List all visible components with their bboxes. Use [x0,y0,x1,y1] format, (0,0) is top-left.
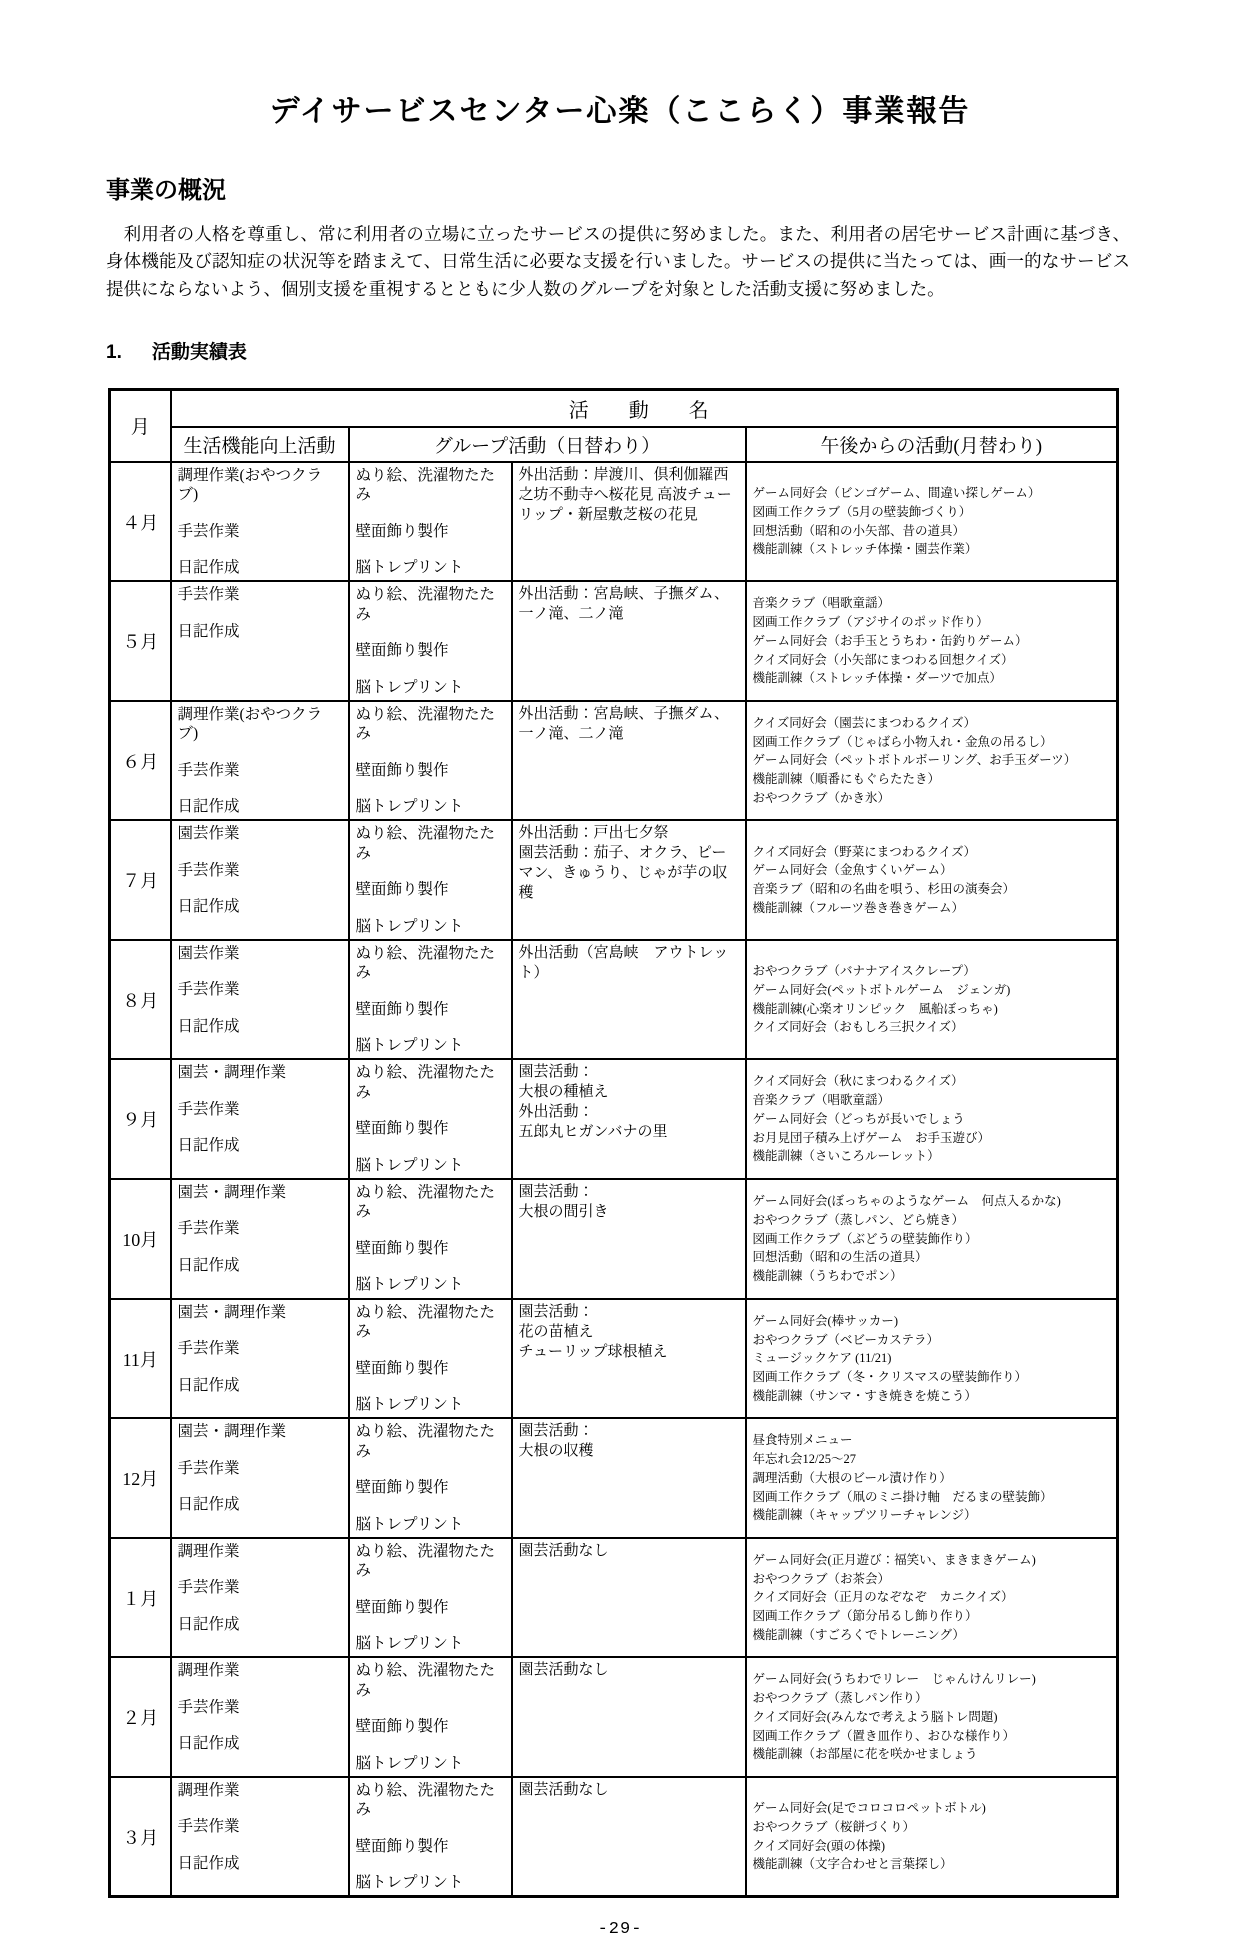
group-daily-cell-line: ぬり絵、洗濯物たたみ [355,1423,496,1460]
group-daily-cell-line: 壁面飾り製作 [355,1120,449,1138]
afternoon-cell-line: ゲーム同好会(ペットボトルゲーム ジェンガ) [752,982,1011,997]
month-cell: 11月 [110,1299,171,1419]
afternoon-cell-line: 昼食特別メニュー [752,1433,853,1448]
afternoon-cell-line: 機能訓練（サンマ・すき焼きを焼こう） [752,1388,977,1403]
group-event-cell-line: 園芸活動なし [518,1662,609,1679]
afternoon-cell-line: クイズ同好会（秋にまつわるクイズ） [752,1074,964,1089]
group-daily-cell [349,940,512,1060]
activity-row-２月 [110,1657,1118,1777]
group-daily-cell-line: ぬり絵、洗濯物たたみ [355,1781,496,1819]
group-event-cell-line: 五郎丸ヒガンバナの里 [518,1124,668,1141]
group-daily-cell-line: 壁面飾り製作 [355,642,449,660]
life-function-cell-line: 調理作業 [177,1662,240,1680]
group-event-cell-line: 園芸活動： [518,1303,594,1320]
group-daily-cell [349,1299,512,1419]
afternoon-cell-line: 機能訓練（うちわでポン） [752,1269,903,1284]
afternoon-cell [746,1299,1118,1419]
afternoon-cell-line: おやつクラブ（お茶会） [752,1571,891,1586]
group-event-cell-line: 園芸活動： [518,1183,594,1200]
group-daily-cell-line: 脳トレプリント [355,559,464,577]
afternoon-cell-line: ゲーム同好会(うちわでリレー じゃんけんリレー) [752,1672,1036,1687]
afternoon-cell-line: お月見団子積み上げゲーム お手玉遊び） [752,1130,991,1145]
life-function-cell-line: 手芸作業 [177,861,240,879]
activity-table [108,388,1119,1899]
afternoon-cell [746,1777,1118,1897]
life-function-cell-line: 日記作成 [177,1017,240,1035]
afternoon-cell-line: 回想活動（昭和の生活の道具） [752,1250,928,1265]
header-life-function: 生活機能向上活動 [171,427,349,462]
life-function-cell-line: 日記作成 [177,1256,240,1274]
life-function-cell-line: 園芸作業 [177,825,240,843]
afternoon-cell [746,581,1118,701]
afternoon-cell-line: 機能訓練（順番にもぐらたたき） [752,772,941,787]
life-function-cell-line: 日記作成 [177,898,240,916]
afternoon-cell-line: ゲーム同好会（ビンゴゲーム、間違い探しゲーム） [752,486,1041,501]
document-title: デイサービスセンター心楽（ここらく）事業報告 [269,95,971,128]
group-daily-cell-line: ぬり絵、洗濯物たたみ [355,1064,496,1101]
group-daily-cell-line: 壁面飾り製作 [355,761,449,779]
life-function-cell [171,581,349,701]
life-function-cell [171,1657,349,1777]
group-daily-cell [349,1179,512,1299]
afternoon-cell-line: クイズ同好会（園芸にまつわるクイズ） [752,715,977,730]
group-daily-cell [349,1538,512,1658]
group-daily-cell-line: 脳トレプリント [355,1156,464,1174]
life-function-cell [171,1777,349,1897]
group-daily-cell-line: 壁面飾り製作 [355,1359,449,1377]
afternoon-cell-line: おやつクラブ（かき氷） [752,790,891,805]
header-group-activity: グループ活動（日替わり） [349,427,746,462]
afternoon-cell [746,1059,1118,1179]
afternoon-cell-line: おやつクラブ（蒸しパン作り） [752,1691,928,1706]
afternoon-cell-line: 図画工作クラブ（冬・クリスマスの壁装飾作り） [752,1370,1028,1385]
activity-row-８月 [110,940,1118,1060]
group-daily-cell-line: 壁面飾り製作 [355,881,449,899]
month-cell: ４月 [110,462,171,582]
activity-row-１月 [110,1538,1118,1658]
group-event-cell [512,1418,746,1538]
life-function-cell-line: 手芸作業 [177,1459,240,1477]
group-event-cell-line: 外出活動（宮島峡 アウトレット） [518,944,729,981]
group-event-cell [512,820,746,940]
header-afternoon: 午後からの活動(月替わり) [746,427,1118,462]
afternoon-cell-line: ゲーム同好会（金魚すくいゲーム） [752,863,953,878]
afternoon-cell-line: ミュージックケア (11/21) [752,1351,892,1366]
life-function-cell-line: 調理作業 [177,1781,240,1799]
afternoon-cell-line: 機能訓練（さいころルーレット） [752,1149,940,1164]
month-cell: ５月 [110,581,171,701]
group-event-cell [512,462,746,582]
group-event-cell-line: 園芸活動なし [518,1781,609,1798]
group-daily-cell-line: 壁面飾り製作 [355,522,449,540]
group-event-cell-line: チューリップ球根植え [518,1343,668,1360]
afternoon-cell-line: 機能訓練（すごろくでトレーニング） [752,1627,965,1642]
page-number: -29- [597,1920,643,1939]
life-function-cell-line: 日記作成 [177,622,240,640]
afternoon-cell-line: 機能訓練（キャップツリーチャレンジ） [752,1508,977,1523]
header-row-sub [110,427,1118,462]
group-event-cell [512,701,746,821]
activity-row-11月 [110,1299,1118,1419]
group-event-cell-line: 園芸活動： [518,1423,594,1440]
group-daily-cell-line: ぬり絵、洗濯物たたみ [355,1303,496,1341]
group-event-cell [512,940,746,1060]
group-daily-cell-line: ぬり絵、洗濯物たたみ [355,1662,496,1699]
group-daily-cell-line: 壁面飾り製作 [355,1239,449,1257]
group-daily-cell [349,462,512,582]
afternoon-cell [746,701,1118,821]
afternoon-cell [746,462,1118,582]
afternoon-cell-line: 調理活動（大根のビール漬け作り） [752,1470,952,1485]
afternoon-cell-line: 図画工作クラブ（節分吊るし飾り作り） [752,1609,978,1624]
document-page [0,86,1240,1939]
afternoon-cell-line: 機能訓練（ストレッチ体操・ダーツで加点） [752,671,1002,686]
afternoon-cell-line: クイズ同好会（野菜にまつわるクイズ） [752,844,977,859]
group-daily-cell-line: ぬり絵、洗濯物たたみ [355,705,496,743]
life-function-cell-line: 日記作成 [177,559,240,577]
group-daily-cell [349,581,512,701]
afternoon-cell [746,940,1118,1060]
afternoon-cell-line: ゲーム同好会(棒サッカー) [752,1313,899,1328]
month-cell: 10月 [110,1179,171,1299]
life-function-cell-line: 園芸・調理作業 [177,1064,287,1082]
afternoon-cell-line: 回想活動（昭和の小矢部、昔の道具） [752,523,966,538]
group-event-cell [512,1059,746,1179]
group-daily-cell-line: 壁面飾り製作 [355,1837,449,1855]
header-month: 月 [110,389,171,462]
header-activity-name: 活 動 名 [171,389,1118,427]
life-function-cell [171,462,349,582]
group-daily-cell-line: ぬり絵、洗濯物たたみ [355,1183,496,1221]
life-function-cell-line: 手芸作業 [177,1698,240,1716]
section-title: 活動実績表 [151,341,247,363]
group-event-cell-line: 大根の間引き [518,1203,609,1220]
month-cell: ３月 [110,1777,171,1897]
life-function-cell-line: 日記作成 [177,1496,240,1514]
afternoon-cell-line: クイズ同好会(みんなで考えよう脳トレ問題) [752,1709,998,1724]
activity-row-６月 [110,701,1118,821]
life-function-cell-line: 園芸・調理作業 [177,1303,287,1321]
life-function-cell [171,1179,349,1299]
group-daily-cell-line: 脳トレプリント [355,1754,464,1772]
afternoon-cell-line: クイズ同好会(頭の体操) [752,1838,886,1853]
group-daily-cell-line: 壁面飾り製作 [355,1718,449,1736]
life-function-cell-line: 調理作業(おやつクラブ) [177,705,323,743]
group-event-cell-line: 大根の収穫 [518,1443,594,1460]
afternoon-cell-line: おやつクラブ（蒸しパン、どら焼き） [752,1212,965,1227]
month-cell: ９月 [110,1059,171,1179]
month-cell: ７月 [110,820,171,940]
life-function-cell-line: 日記作成 [177,1376,240,1394]
group-daily-cell-line: 脳トレプリント [355,798,464,816]
group-daily-cell [349,820,512,940]
group-event-cell-line: 園芸活動なし [518,1542,609,1559]
life-function-cell-line: 日記作成 [177,1615,240,1633]
activity-row-12月 [110,1418,1118,1538]
life-function-cell [171,820,349,940]
month-cell: ２月 [110,1657,171,1777]
group-daily-cell-line: 壁面飾り製作 [355,1598,449,1616]
life-function-cell [171,1299,349,1419]
afternoon-cell-line: ゲーム同好会(正月遊び：福笑い、まきまきゲーム) [752,1552,1036,1567]
group-daily-cell-line: 脳トレプリント [355,678,464,696]
group-daily-cell [349,1777,512,1897]
life-function-cell-line: 園芸・調理作業 [177,1183,287,1201]
life-function-cell-line: 調理作業 [177,1542,240,1560]
group-daily-cell-line: ぬり絵、洗濯物たたみ [355,586,496,623]
overview-heading: 事業の概況 [106,177,226,204]
afternoon-cell-line: 年忘れ会12/25～27 [752,1452,856,1467]
life-function-cell-line: 日記作成 [177,1854,240,1872]
life-function-cell-line: 手芸作業 [177,586,240,604]
header-row-top [110,389,1118,427]
life-function-cell-line: 日記作成 [177,1735,240,1753]
group-daily-cell-line: 脳トレプリント [355,1396,464,1414]
group-daily-cell-line: 脳トレプリント [355,1874,464,1892]
overview-paragraph: 利用者の人格を尊重し、常に利用者の立場に立ったサービスの提供に努めました。また、利用者の居宅サービス計画に基づき、身体機能及び認知症の状況等を踏まえて、日常生活に必要な支援を行いました。サービスの提供に当たっては、画一的なサービス提供にならないよう、個別支援を重視するとともに少人数のグループを対象とした活動支援に努めました。 [106,224,1130,299]
activity-row-５月 [110,581,1118,701]
group-event-cell [512,1299,746,1419]
life-function-cell [171,1418,349,1538]
group-daily-cell [349,1059,512,1179]
group-daily-cell [349,1418,512,1538]
group-daily-cell [349,701,512,821]
activity-row-７月 [110,820,1118,940]
life-function-cell [171,701,349,821]
activity-row-４月 [110,462,1118,582]
life-function-cell [171,940,349,1060]
group-event-cell [512,1538,746,1658]
afternoon-cell-line: クイズ同好会（正月のなぞなぞ カニクイズ） [752,1590,1014,1605]
life-function-cell-line: 手芸作業 [177,1220,240,1238]
life-function-cell-line: 日記作成 [177,798,240,816]
afternoon-cell-line: 図画工作クラブ（5月の壁装飾づくり） [752,504,972,519]
activity-row-９月 [110,1059,1118,1179]
group-event-cell-line: 外出活動：岸渡川、倶利伽羅西之坊不動寺へ桜花見 高波チューリップ・新屋敷芝桜の花見 [518,466,732,523]
life-function-cell-line: 手芸作業 [177,1818,240,1836]
month-cell: ８月 [110,940,171,1060]
afternoon-cell-line: 機能訓練(心楽オリンピック 風船ぼっちゃ) [752,1001,998,1016]
afternoon-cell-line: おやつクラブ（桜餅づくり） [752,1819,916,1834]
group-event-cell-line: 外出活動：宮島峡、子撫ダム、一ノ滝、二ノ滝 [518,705,729,742]
life-function-cell-line: 園芸・調理作業 [177,1423,287,1441]
afternoon-cell-line: ゲーム同好会（お手玉とうちわ・缶釣りゲーム） [752,633,1028,648]
group-event-cell [512,581,746,701]
afternoon-cell-line: 図画工作クラブ（じゃばら小物入れ・金魚の吊るし） [752,734,1053,749]
group-event-cell [512,1657,746,1777]
afternoon-cell-line: 機能訓練（お部屋に花を咲かせましょう [752,1747,978,1762]
month-cell: １月 [110,1538,171,1658]
life-function-cell-line: 手芸作業 [177,522,240,540]
afternoon-cell-line: ゲーム同好会（どっちが長いでしょう [752,1111,965,1126]
group-daily-cell-line: 脳トレプリント [355,1276,464,1294]
afternoon-cell [746,1657,1118,1777]
afternoon-cell [746,1418,1118,1538]
life-function-cell-line: 調理作業(おやつクラブ) [177,466,323,504]
afternoon-cell-line: 機能訓練（ストレッチ体操・園芸作業） [752,542,978,557]
life-function-cell-line: 園芸作業 [177,944,240,962]
group-daily-cell-line: 壁面飾り製作 [355,1479,449,1497]
activity-row-10月 [110,1179,1118,1299]
afternoon-cell-line: 図画工作クラブ（アジサイのポッド作り） [752,615,989,630]
group-daily-cell-line: 脳トレプリント [355,1515,464,1533]
afternoon-cell-line: ゲーム同好会(足でコロコロペットボトル) [752,1801,986,1816]
group-event-cell-line: 外出活動：戸出七夕祭 [518,825,669,842]
life-function-cell-line: 手芸作業 [177,981,240,999]
section-number: 1. [106,341,122,363]
group-daily-cell-line: 脳トレプリント [355,1635,464,1653]
life-function-cell-line: 手芸作業 [177,1100,240,1118]
group-event-cell-line: 外出活動： [518,1104,594,1121]
group-event-cell [512,1777,746,1897]
group-daily-cell-line: ぬり絵、洗濯物たたみ [355,944,496,982]
life-function-cell-line: 手芸作業 [177,761,240,779]
activity-row-３月 [110,1777,1118,1897]
afternoon-cell-line: 音楽クラブ（唱歌童謡） [752,1093,891,1108]
afternoon-cell-line: ゲーム同好会（ペットボトルボーリング、お手玉ダーツ） [752,753,1077,768]
afternoon-cell-line: おやつクラブ（バナナアイスクレープ） [752,964,976,979]
life-function-cell-line: 日記作成 [177,1137,240,1155]
group-event-cell-line: 大根の種植え [518,1084,609,1101]
group-daily-cell-line: ぬり絵、洗濯物たたみ [355,466,496,504]
group-event-cell-line: 園芸活動： [518,1064,594,1081]
life-function-cell [171,1059,349,1179]
afternoon-cell-line: 機能訓練（フルーツ巻き巻きゲーム） [752,900,965,915]
group-event-cell [512,1179,746,1299]
afternoon-cell-line: ゲーム同好会(ぼっちゃのようなゲーム 何点入るかな) [752,1194,1061,1209]
life-function-cell-line: 手芸作業 [177,1340,240,1358]
group-daily-cell-line: ぬり絵、洗濯物たたみ [355,825,496,862]
life-function-cell-line: 手芸作業 [177,1579,240,1597]
afternoon-cell-line: クイズ同好会（小矢部にまつわる回想クイズ） [752,652,1014,667]
afternoon-cell-line: クイズ同好会（おもしろ三択クイズ） [752,1020,964,1035]
month-cell: ６月 [110,701,171,821]
afternoon-cell-line: 音楽ラブ（昭和の名曲を唄う、杉田の演奏会） [752,882,1016,897]
group-daily-cell [349,1657,512,1777]
group-daily-cell-line: ぬり絵、洗濯物たたみ [355,1542,496,1580]
group-event-cell-line: 花の苗植え [518,1323,594,1340]
group-daily-cell-line: 壁面飾り製作 [355,1000,449,1018]
activity-table-heading [106,337,1240,364]
afternoon-cell-line: おやつクラブ（ベビーカステラ） [752,1332,940,1347]
afternoon-cell-line: 図画工作クラブ（凧のミニ掛け軸 だるまの壁装飾） [752,1489,1053,1504]
afternoon-cell-line: 機能訓練（文字合わせと言葉探し） [752,1857,953,1872]
group-daily-cell-line: 脳トレプリント [355,1037,464,1055]
afternoon-cell [746,1179,1118,1299]
group-daily-cell-line: 脳トレプリント [355,917,464,935]
afternoon-cell-line: 音楽クラブ（唱歌童謡） [752,596,891,611]
afternoon-cell [746,1538,1118,1658]
afternoon-cell [746,820,1118,940]
afternoon-cell-line: 図画工作クラブ（置き皿作り、おひな様作り） [752,1728,1016,1743]
group-event-cell-line: 園芸活動：茄子、オクラ、ピーマン、きゅうり、じゃが芋の収穫 [518,845,728,902]
afternoon-cell-line: 図画工作クラブ（ぶどうの壁装飾作り） [752,1231,978,1246]
month-cell: 12月 [110,1418,171,1538]
group-event-cell-line: 外出活動：宮島峡、子撫ダム、一ノ滝、二ノ滝 [518,586,729,623]
life-function-cell [171,1538,349,1658]
